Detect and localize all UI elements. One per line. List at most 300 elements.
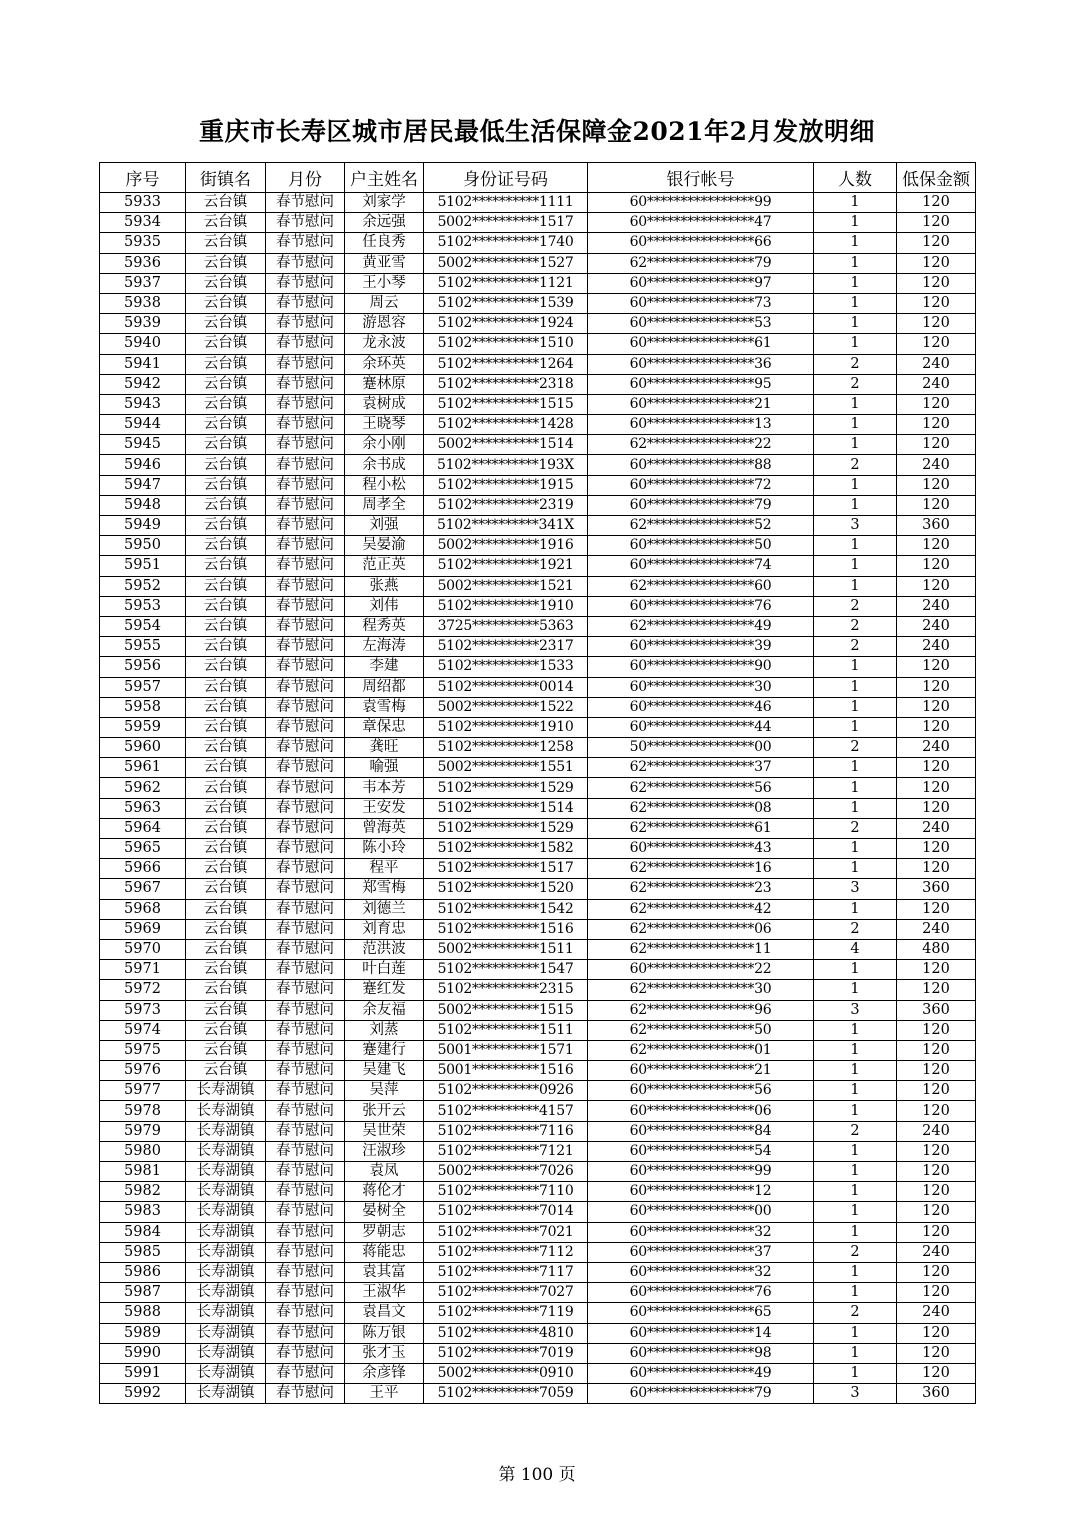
town-cell: 云台镇	[186, 717, 266, 737]
id-number-cell: 5102**********7119	[424, 1303, 588, 1323]
amount-cell: 120	[897, 314, 976, 334]
column-header: 身份证号码	[424, 163, 588, 193]
amount-cell: 480	[897, 939, 976, 959]
table-row	[100, 516, 976, 536]
table-row	[100, 193, 976, 213]
amount-cell: 120	[897, 697, 976, 717]
month-cell: 春节慰问	[266, 738, 345, 758]
householder-name-cell: 张燕	[345, 576, 424, 596]
month-cell: 春节慰问	[266, 697, 345, 717]
amount-cell: 120	[897, 758, 976, 778]
householder-name-cell: 王平	[345, 1384, 424, 1404]
town-cell: 云台镇	[186, 1000, 266, 1020]
householder-name-cell: 韦本芳	[345, 778, 424, 798]
table-row	[100, 839, 976, 859]
amount-cell: 240	[897, 1242, 976, 1262]
id-number-cell: 5102**********4157	[424, 1101, 588, 1121]
row-number-cell: 5937	[100, 273, 186, 293]
row-number-cell: 5958	[100, 697, 186, 717]
bank-account-cell: 60****************32	[588, 1262, 814, 1282]
table-row	[100, 778, 976, 798]
bank-account-cell: 60****************46	[588, 697, 814, 717]
person-count-cell: 1	[814, 1283, 897, 1303]
person-count-cell: 2	[814, 596, 897, 616]
table-row	[100, 980, 976, 1000]
month-cell: 春节慰问	[266, 435, 345, 455]
bank-account-cell: 62****************06	[588, 919, 814, 939]
row-number-cell: 5960	[100, 738, 186, 758]
town-cell: 云台镇	[186, 1061, 266, 1081]
month-cell: 春节慰问	[266, 1262, 345, 1282]
householder-name-cell: 龙永波	[345, 334, 424, 354]
town-cell: 云台镇	[186, 314, 266, 334]
table-row	[100, 536, 976, 556]
month-cell: 春节慰问	[266, 516, 345, 536]
town-cell: 云台镇	[186, 778, 266, 798]
householder-name-cell: 张才玉	[345, 1343, 424, 1363]
month-cell: 春节慰问	[266, 859, 345, 879]
month-cell: 春节慰问	[266, 213, 345, 233]
row-number-cell: 5950	[100, 536, 186, 556]
amount-cell: 240	[897, 818, 976, 838]
month-cell: 春节慰问	[266, 980, 345, 1000]
town-cell: 云台镇	[186, 818, 266, 838]
person-count-cell: 2	[814, 1121, 897, 1141]
month-cell: 春节慰问	[266, 354, 345, 374]
person-count-cell: 1	[814, 475, 897, 495]
row-number-cell: 5961	[100, 758, 186, 778]
id-number-cell: 5002**********0910	[424, 1363, 588, 1383]
row-number-cell: 5956	[100, 657, 186, 677]
householder-name-cell: 刘育忠	[345, 919, 424, 939]
id-number-cell: 5002**********1521	[424, 576, 588, 596]
id-number-cell: 5002**********1511	[424, 939, 588, 959]
householder-name-cell: 罗朝志	[345, 1222, 424, 1242]
town-cell: 云台镇	[186, 193, 266, 213]
id-number-cell: 5102**********1921	[424, 556, 588, 576]
householder-name-cell: 程秀英	[345, 616, 424, 636]
amount-cell: 120	[897, 1222, 976, 1242]
month-cell: 春节慰问	[266, 657, 345, 677]
bank-account-cell: 62****************49	[588, 616, 814, 636]
amount-cell: 120	[897, 253, 976, 273]
person-count-cell: 1	[814, 1162, 897, 1182]
id-number-cell: 5102**********7121	[424, 1141, 588, 1161]
id-number-cell: 5001**********1571	[424, 1040, 588, 1060]
table-row	[100, 1000, 976, 1020]
bank-account-cell: 60****************32	[588, 1222, 814, 1242]
amount-cell: 120	[897, 1141, 976, 1161]
table-row	[100, 314, 976, 334]
row-number-cell: 5948	[100, 495, 186, 515]
table-row	[100, 475, 976, 495]
month-cell: 春节慰问	[266, 374, 345, 394]
amount-cell: 120	[897, 233, 976, 253]
table-row	[100, 1182, 976, 1202]
row-number-cell: 5936	[100, 253, 186, 273]
amount-cell: 240	[897, 919, 976, 939]
id-number-cell: 5002**********1522	[424, 697, 588, 717]
bank-account-cell: 60****************65	[588, 1303, 814, 1323]
amount-cell: 120	[897, 980, 976, 1000]
row-number-cell: 5992	[100, 1384, 186, 1404]
householder-name-cell: 王晓琴	[345, 415, 424, 435]
id-number-cell: 5102**********1529	[424, 818, 588, 838]
person-count-cell: 1	[814, 980, 897, 1000]
amount-cell: 120	[897, 677, 976, 697]
month-cell: 春节慰问	[266, 1343, 345, 1363]
month-cell: 春节慰问	[266, 1040, 345, 1060]
table-row	[100, 293, 976, 313]
householder-name-cell: 陈小玲	[345, 839, 424, 859]
table-row	[100, 374, 976, 394]
row-number-cell: 5942	[100, 374, 186, 394]
bank-account-cell: 60****************36	[588, 354, 814, 374]
town-cell: 云台镇	[186, 697, 266, 717]
householder-name-cell: 刘家学	[345, 193, 424, 213]
table-row	[100, 960, 976, 980]
amount-cell: 240	[897, 374, 976, 394]
amount-cell: 120	[897, 717, 976, 737]
month-cell: 春节慰问	[266, 536, 345, 556]
town-cell: 云台镇	[186, 677, 266, 697]
town-cell: 云台镇	[186, 980, 266, 1000]
row-number-cell: 5989	[100, 1323, 186, 1343]
table-row	[100, 1283, 976, 1303]
amount-cell: 120	[897, 576, 976, 596]
amount-cell: 120	[897, 273, 976, 293]
bank-account-cell: 60****************54	[588, 1141, 814, 1161]
householder-name-cell: 余彦锋	[345, 1363, 424, 1383]
person-count-cell: 1	[814, 213, 897, 233]
town-cell: 长寿湖镇	[186, 1202, 266, 1222]
month-cell: 春节慰问	[266, 253, 345, 273]
householder-name-cell: 任良秀	[345, 233, 424, 253]
town-cell: 长寿湖镇	[186, 1101, 266, 1121]
householder-name-cell: 袁凤	[345, 1162, 424, 1182]
table-row	[100, 1121, 976, 1141]
table-row	[100, 1384, 976, 1404]
row-number-cell: 5971	[100, 960, 186, 980]
id-number-cell: 5102**********7019	[424, 1343, 588, 1363]
person-count-cell: 1	[814, 1323, 897, 1343]
column-header: 低保金额	[897, 163, 976, 193]
bank-account-cell: 60****************99	[588, 1162, 814, 1182]
householder-name-cell: 郑雪梅	[345, 879, 424, 899]
amount-cell: 360	[897, 516, 976, 536]
table-row	[100, 495, 976, 515]
person-count-cell: 1	[814, 1202, 897, 1222]
bank-account-cell: 62****************79	[588, 253, 814, 273]
town-cell: 云台镇	[186, 536, 266, 556]
person-count-cell: 1	[814, 677, 897, 697]
householder-name-cell: 吴世荣	[345, 1121, 424, 1141]
table-row	[100, 1242, 976, 1262]
householder-name-cell: 周孝全	[345, 495, 424, 515]
bank-account-cell: 60****************43	[588, 839, 814, 859]
month-cell: 春节慰问	[266, 1323, 345, 1343]
amount-cell: 120	[897, 1363, 976, 1383]
id-number-cell: 5102**********1915	[424, 475, 588, 495]
id-number-cell: 5002**********1551	[424, 758, 588, 778]
row-number-cell: 5968	[100, 899, 186, 919]
town-cell: 长寿湖镇	[186, 1121, 266, 1141]
town-cell: 长寿湖镇	[186, 1141, 266, 1161]
bank-account-cell: 60****************90	[588, 657, 814, 677]
month-cell: 春节慰问	[266, 273, 345, 293]
row-number-cell: 5990	[100, 1343, 186, 1363]
month-cell: 春节慰问	[266, 758, 345, 778]
householder-name-cell: 袁其富	[345, 1262, 424, 1282]
id-number-cell: 5002**********7026	[424, 1162, 588, 1182]
row-number-cell: 5935	[100, 233, 186, 253]
town-cell: 云台镇	[186, 374, 266, 394]
table-row	[100, 1222, 976, 1242]
table-row	[100, 394, 976, 414]
bank-account-cell: 60****************22	[588, 960, 814, 980]
bank-account-cell: 60****************72	[588, 475, 814, 495]
town-cell: 云台镇	[186, 415, 266, 435]
town-cell: 云台镇	[186, 859, 266, 879]
row-number-cell: 5972	[100, 980, 186, 1000]
bank-account-cell: 60****************56	[588, 1081, 814, 1101]
month-cell: 春节慰问	[266, 818, 345, 838]
month-cell: 春节慰问	[266, 960, 345, 980]
month-cell: 春节慰问	[266, 637, 345, 657]
row-number-cell: 5973	[100, 1000, 186, 1020]
amount-cell: 240	[897, 596, 976, 616]
row-number-cell: 5939	[100, 314, 186, 334]
person-count-cell: 1	[814, 839, 897, 859]
person-count-cell: 1	[814, 1222, 897, 1242]
amount-cell: 360	[897, 1384, 976, 1404]
month-cell: 春节慰问	[266, 1242, 345, 1262]
town-cell: 云台镇	[186, 798, 266, 818]
person-count-cell: 1	[814, 253, 897, 273]
month-cell: 春节慰问	[266, 1020, 345, 1040]
table-row	[100, 818, 976, 838]
month-cell: 春节慰问	[266, 778, 345, 798]
row-number-cell: 5938	[100, 293, 186, 313]
month-cell: 春节慰问	[266, 314, 345, 334]
amount-cell: 120	[897, 960, 976, 980]
town-cell: 云台镇	[186, 960, 266, 980]
person-count-cell: 1	[814, 798, 897, 818]
month-cell: 春节慰问	[266, 394, 345, 414]
town-cell: 云台镇	[186, 253, 266, 273]
town-cell: 云台镇	[186, 334, 266, 354]
householder-name-cell: 左海涛	[345, 637, 424, 657]
town-cell: 云台镇	[186, 919, 266, 939]
householder-name-cell: 袁雪梅	[345, 697, 424, 717]
month-cell: 春节慰问	[266, 879, 345, 899]
householder-name-cell: 晏树全	[345, 1202, 424, 1222]
id-number-cell: 5102**********1111	[424, 193, 588, 213]
person-count-cell: 1	[814, 556, 897, 576]
row-number-cell: 5981	[100, 1162, 186, 1182]
id-number-cell: 5102**********1520	[424, 879, 588, 899]
month-cell: 春节慰问	[266, 1101, 345, 1121]
id-number-cell: 5102**********1547	[424, 960, 588, 980]
householder-name-cell: 范正英	[345, 556, 424, 576]
householder-name-cell: 吴萍	[345, 1081, 424, 1101]
town-cell: 长寿湖镇	[186, 1363, 266, 1383]
table-header-row	[100, 163, 976, 193]
amount-cell: 120	[897, 213, 976, 233]
bank-account-cell: 60****************79	[588, 495, 814, 515]
id-number-cell: 5102**********1910	[424, 596, 588, 616]
householder-name-cell: 范洪波	[345, 939, 424, 959]
row-number-cell: 5977	[100, 1081, 186, 1101]
person-count-cell: 1	[814, 293, 897, 313]
town-cell: 长寿湖镇	[186, 1162, 266, 1182]
table-row	[100, 919, 976, 939]
person-count-cell: 4	[814, 939, 897, 959]
householder-name-cell: 程小松	[345, 475, 424, 495]
id-number-cell: 5102**********7117	[424, 1262, 588, 1282]
month-cell: 春节慰问	[266, 576, 345, 596]
householder-name-cell: 刘伟	[345, 596, 424, 616]
id-number-cell: 5102**********1264	[424, 354, 588, 374]
person-count-cell: 2	[814, 1303, 897, 1323]
id-number-cell: 5102**********2318	[424, 374, 588, 394]
bank-account-cell: 60****************21	[588, 1061, 814, 1081]
id-number-cell: 5102**********1516	[424, 919, 588, 939]
householder-name-cell: 游恩容	[345, 314, 424, 334]
table-row	[100, 455, 976, 475]
bank-account-cell: 60****************30	[588, 677, 814, 697]
person-count-cell: 2	[814, 919, 897, 939]
town-cell: 长寿湖镇	[186, 1384, 266, 1404]
person-count-cell: 1	[814, 495, 897, 515]
person-count-cell: 1	[814, 1040, 897, 1060]
id-number-cell: 5102**********2315	[424, 980, 588, 1000]
month-cell: 春节慰问	[266, 677, 345, 697]
householder-name-cell: 陈万银	[345, 1323, 424, 1343]
month-cell: 春节慰问	[266, 1303, 345, 1323]
row-number-cell: 5963	[100, 798, 186, 818]
bank-account-cell: 62****************08	[588, 798, 814, 818]
row-number-cell: 5983	[100, 1202, 186, 1222]
bank-account-cell: 60****************79	[588, 1384, 814, 1404]
id-number-cell: 5002**********1514	[424, 435, 588, 455]
row-number-cell: 5946	[100, 455, 186, 475]
town-cell: 云台镇	[186, 435, 266, 455]
bank-account-cell: 62****************42	[588, 899, 814, 919]
person-count-cell: 1	[814, 536, 897, 556]
amount-cell: 120	[897, 778, 976, 798]
table-row	[100, 1081, 976, 1101]
row-number-cell: 5986	[100, 1262, 186, 1282]
bank-account-cell: 62****************56	[588, 778, 814, 798]
amount-cell: 120	[897, 556, 976, 576]
id-number-cell: 5102**********341X	[424, 516, 588, 536]
bank-account-cell: 60****************37	[588, 1242, 814, 1262]
amount-cell: 240	[897, 616, 976, 636]
amount-cell: 120	[897, 1101, 976, 1121]
town-cell: 云台镇	[186, 657, 266, 677]
bank-account-cell: 60****************84	[588, 1121, 814, 1141]
row-number-cell: 5970	[100, 939, 186, 959]
amount-cell: 240	[897, 354, 976, 374]
person-count-cell: 1	[814, 1182, 897, 1202]
row-number-cell: 5980	[100, 1141, 186, 1161]
town-cell: 云台镇	[186, 516, 266, 536]
table-row	[100, 273, 976, 293]
id-number-cell: 5102**********7027	[424, 1283, 588, 1303]
bank-account-cell: 60****************47	[588, 213, 814, 233]
bank-account-cell: 60****************53	[588, 314, 814, 334]
person-count-cell: 1	[814, 717, 897, 737]
amount-cell: 120	[897, 475, 976, 495]
person-count-cell: 1	[814, 1081, 897, 1101]
person-count-cell: 2	[814, 637, 897, 657]
bank-account-cell: 60****************88	[588, 455, 814, 475]
table-row	[100, 717, 976, 737]
table-body	[100, 193, 976, 1404]
id-number-cell: 5102**********7021	[424, 1222, 588, 1242]
table-row	[100, 879, 976, 899]
amount-cell: 120	[897, 435, 976, 455]
month-cell: 春节慰问	[266, 193, 345, 213]
row-number-cell: 5969	[100, 919, 186, 939]
amount-cell: 120	[897, 193, 976, 213]
person-count-cell: 2	[814, 455, 897, 475]
town-cell: 长寿湖镇	[186, 1323, 266, 1343]
householder-name-cell: 余远强	[345, 213, 424, 233]
month-cell: 春节慰问	[266, 1202, 345, 1222]
id-number-cell: 5102**********1515	[424, 394, 588, 414]
table-row	[100, 1303, 976, 1323]
table-row	[100, 1363, 976, 1383]
householder-name-cell: 余环英	[345, 354, 424, 374]
person-count-cell: 1	[814, 758, 897, 778]
person-count-cell: 1	[814, 1061, 897, 1081]
row-number-cell: 5944	[100, 415, 186, 435]
householder-name-cell: 吴建飞	[345, 1061, 424, 1081]
person-count-cell: 1	[814, 1020, 897, 1040]
table-row	[100, 576, 976, 596]
householder-name-cell: 汪淑珍	[345, 1141, 424, 1161]
town-cell: 云台镇	[186, 576, 266, 596]
month-cell: 春节慰问	[266, 596, 345, 616]
person-count-cell: 1	[814, 657, 897, 677]
id-number-cell: 5102**********7110	[424, 1182, 588, 1202]
column-header: 街镇名	[186, 163, 266, 193]
householder-name-cell: 吴晏渝	[345, 536, 424, 556]
month-cell: 春节慰问	[266, 798, 345, 818]
amount-cell: 120	[897, 1182, 976, 1202]
table-row	[100, 1202, 976, 1222]
subsidy-table	[99, 162, 976, 1404]
row-number-cell: 5943	[100, 394, 186, 414]
person-count-cell: 2	[814, 354, 897, 374]
id-number-cell: 5102**********1910	[424, 717, 588, 737]
bank-account-cell: 60****************76	[588, 1283, 814, 1303]
id-number-cell: 5001**********1516	[424, 1061, 588, 1081]
month-cell: 春节慰问	[266, 717, 345, 737]
page-number: 第 100 页	[498, 1465, 576, 1485]
town-cell: 长寿湖镇	[186, 1343, 266, 1363]
month-cell: 春节慰问	[266, 1000, 345, 1020]
bank-account-cell: 60****************61	[588, 334, 814, 354]
table-row	[100, 556, 976, 576]
row-number-cell: 5967	[100, 879, 186, 899]
householder-name-cell: 蹇建行	[345, 1040, 424, 1060]
bank-account-cell: 60****************49	[588, 1363, 814, 1383]
month-cell: 春节慰问	[266, 233, 345, 253]
amount-cell: 120	[897, 1343, 976, 1363]
